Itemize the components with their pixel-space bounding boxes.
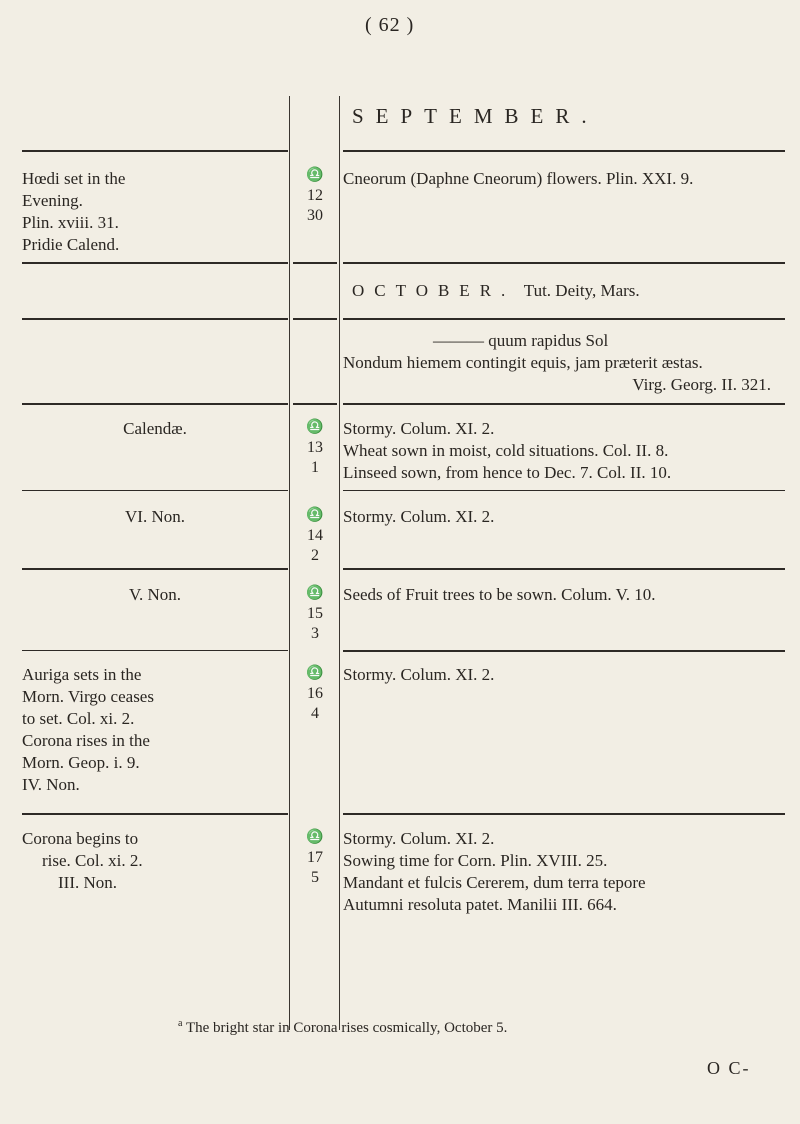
page-number: ( 62 ) [365, 14, 415, 36]
row-rule [22, 318, 288, 320]
row-rule [293, 318, 337, 320]
libra-icon: ♎ [306, 586, 324, 601]
date-cell: ♎ 12 30 [293, 166, 337, 226]
left-cell: Corona begins to rise. Col. xi. 2. III. Non. [22, 829, 143, 892]
entry-cell: Cneorum (Daphne Cneorum) flowers. Plin. XXI. 9. [343, 169, 694, 188]
october-header: OCTOBER. Tut. Deity, Mars. [352, 281, 640, 300]
date-cell: ♎ 15 3 [293, 584, 337, 644]
row-rule [343, 568, 785, 570]
left-cell: Auriga sets in the Morn. Virgo ceases to set. Col. xi. 2. Corona rises in the Morn. Geop. i. 9. IV. Non. [22, 664, 288, 796]
libra-icon: ♎ [306, 420, 324, 435]
left-cell: Calendæ. [123, 419, 187, 438]
column-rule-right [339, 96, 340, 1030]
row-rule [343, 490, 785, 491]
date-cell: ♎ 13 1 [293, 418, 337, 478]
row-rule [343, 318, 785, 320]
entry-cell: Stormy. Colum. XI. 2. Wheat sown in moist, cold situations. Col. II. 8. Linseed sown, from hence to Dec. 7. Col. II. 10. [343, 419, 672, 482]
row-rule [22, 150, 288, 152]
row-rule [22, 490, 288, 491]
entry-cell: Stormy. Colum. XI. 2. [343, 507, 495, 526]
left-cell: V. Non. [128, 585, 182, 604]
footnote: $^a$ The bright star in Corona rises cosmically, October 5. [178, 1018, 508, 1036]
date-cell: ♎ 17 5 [293, 828, 337, 888]
libra-icon: ♎ [306, 666, 324, 681]
month-header: SEPTEMBER. [352, 104, 599, 128]
libra-icon: ♎ [306, 168, 324, 183]
footnote-marker: a [178, 1018, 183, 1029]
row-rule [343, 813, 785, 815]
date-cell: ♎ 14 2 [293, 506, 337, 566]
row-rule [343, 650, 785, 652]
libra-icon: ♎ [306, 508, 324, 523]
row-rule [343, 262, 785, 264]
footnote-ref: Corona rises in the [22, 731, 150, 750]
entry-cell: Stormy. Colum. XI. 2. Sowing time for Corn. Plin. XVIII. 25. Mandant et fulcis Cererem, dum terra tepore Autumni resoluta patet. Manilii III. 664. [343, 829, 646, 914]
entry-cell: Stormy. Colum. XI. 2. [343, 665, 495, 684]
row-rule [293, 403, 337, 405]
quote-cell: ——— quum rapidus Sol Nondum hiemem contingit equis, jam præterit æstas. Virg. Georg. II. 321. [343, 331, 771, 394]
libra-icon: ♎ [306, 830, 324, 845]
row-rule [22, 262, 288, 264]
row-rule [22, 403, 288, 405]
row-rule [22, 568, 288, 570]
left-cell: Hœdi set in the Evening. Plin. xviii. 31. Pridie Calend. [22, 169, 126, 254]
entry-cell: Seeds of Fruit trees to be sown. Colum. V. 10. [343, 585, 656, 604]
row-rule [293, 262, 337, 264]
catchword: O C- [707, 1058, 751, 1078]
left-cell: VI. Non. [125, 507, 185, 526]
row-rule [343, 150, 785, 152]
row-rule [343, 403, 785, 405]
column-rule-left [289, 96, 290, 1030]
date-cell: ♎ 16 4 [293, 664, 337, 724]
row-rule [22, 650, 288, 651]
row-rule [22, 813, 288, 815]
